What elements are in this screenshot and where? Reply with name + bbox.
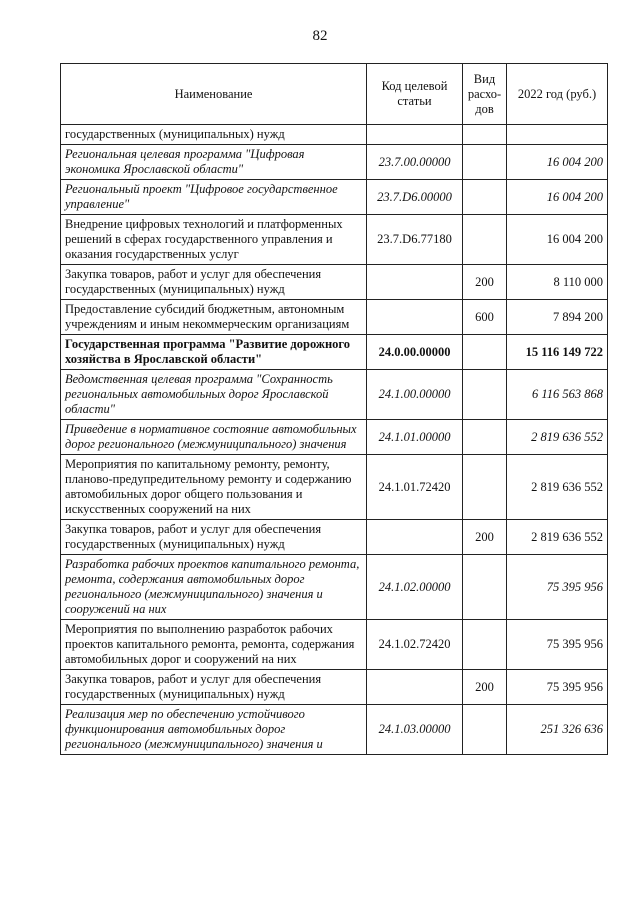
row-name: Региональный проект "Цифровое государственное управление" bbox=[61, 180, 367, 215]
row-name: Закупка товаров, работ и услуг для обеспечения государственных (муниципальных) нужд bbox=[61, 520, 367, 555]
table-row bbox=[61, 300, 608, 335]
row-type bbox=[463, 370, 507, 420]
row-code: 24.1.01.72420 bbox=[367, 455, 463, 520]
table-row bbox=[61, 370, 608, 420]
row-name: Закупка товаров, работ и услуг для обеспечения государственных (муниципальных) нужд bbox=[61, 265, 367, 300]
row-sum: 6 116 563 868 bbox=[507, 370, 608, 420]
row-name: Региональная целевая программа "Цифровая экономика Ярославской области" bbox=[61, 145, 367, 180]
row-type bbox=[463, 420, 507, 455]
row-sum: 7 894 200 bbox=[507, 300, 608, 335]
row-sum: 8 110 000 bbox=[507, 265, 608, 300]
table-row bbox=[61, 335, 608, 370]
row-code: 24.1.00.00000 bbox=[367, 370, 463, 420]
row-name: Мероприятия по капитальному ремонту, ремонту, планово-предупредительному ремонту и содержанию автомобильных дорог общего пользования и искусственных сооружений на них bbox=[61, 455, 367, 520]
table-row bbox=[61, 420, 608, 455]
row-code: 24.1.03.00000 bbox=[367, 705, 463, 755]
row-type bbox=[463, 620, 507, 670]
row-name: Государственная программа "Развитие дорожного хозяйства в Ярославской области" bbox=[61, 335, 367, 370]
table-row bbox=[61, 145, 608, 180]
row-type bbox=[463, 125, 507, 145]
row-sum: 75 395 956 bbox=[507, 670, 608, 705]
row-sum: 16 004 200 bbox=[507, 180, 608, 215]
row-type: 200 bbox=[463, 265, 507, 300]
row-sum: 75 395 956 bbox=[507, 555, 608, 620]
row-code bbox=[367, 125, 463, 145]
row-code bbox=[367, 265, 463, 300]
row-code: 23.7.D6.00000 bbox=[367, 180, 463, 215]
row-code: 24.1.01.00000 bbox=[367, 420, 463, 455]
table-row bbox=[61, 670, 608, 705]
row-name: Закупка товаров, работ и услуг для обеспечения государственных (муниципальных) нужд bbox=[61, 670, 367, 705]
row-type: 200 bbox=[463, 520, 507, 555]
row-sum bbox=[507, 125, 608, 145]
row-type bbox=[463, 145, 507, 180]
row-type bbox=[463, 215, 507, 265]
row-name: Реализация мер по обеспечению устойчивого функционирования автомобильных дорог регионального (межмуниципального) значения и bbox=[61, 705, 367, 755]
row-sum: 251 326 636 bbox=[507, 705, 608, 755]
row-type bbox=[463, 455, 507, 520]
row-code bbox=[367, 520, 463, 555]
row-name: Мероприятия по выполнению разработок рабочих проектов капитального ремонта, ремонта, содержания автомобильных дорог и сооружений на них bbox=[61, 620, 367, 670]
table-row bbox=[61, 455, 608, 520]
header-code: Код целевой статьи bbox=[367, 64, 463, 125]
row-code: 24.0.00.00000 bbox=[367, 335, 463, 370]
row-type: 200 bbox=[463, 670, 507, 705]
header-sum: 2022 год (руб.) bbox=[507, 64, 608, 125]
table-row bbox=[61, 125, 608, 145]
row-name: Разработка рабочих проектов капитального ремонта, ремонта, содержания автомобильных дорог регионального (межмуниципального) значения и сооружений на них bbox=[61, 555, 367, 620]
row-code: 24.1.02.00000 bbox=[367, 555, 463, 620]
row-sum: 2 819 636 552 bbox=[507, 455, 608, 520]
row-name: Внедрение цифровых технологий и платформенных решений в сферах государственного управления и оказания государственных услуг bbox=[61, 215, 367, 265]
table-row bbox=[61, 620, 608, 670]
row-sum: 75 395 956 bbox=[507, 620, 608, 670]
row-type bbox=[463, 180, 507, 215]
row-name: Предоставление субсидий бюджетным, автономным учреждениям и иным некоммерческим организациям bbox=[61, 300, 367, 335]
table-row bbox=[61, 555, 608, 620]
row-code bbox=[367, 300, 463, 335]
table-row bbox=[61, 520, 608, 555]
row-type: 600 bbox=[463, 300, 507, 335]
row-code: 23.7.D6.77180 bbox=[367, 215, 463, 265]
header-name: Наименование bbox=[61, 64, 367, 125]
table-row bbox=[61, 265, 608, 300]
table-row bbox=[61, 705, 608, 755]
row-code: 24.1.02.72420 bbox=[367, 620, 463, 670]
row-sum: 2 819 636 552 bbox=[507, 520, 608, 555]
row-type bbox=[463, 705, 507, 755]
row-name: Приведение в нормативное состояние автомобильных дорог регионального (межмуниципального) значения bbox=[61, 420, 367, 455]
page-number: 82 bbox=[312, 28, 328, 44]
table-row bbox=[61, 180, 608, 215]
table-header-row bbox=[61, 64, 608, 125]
row-sum: 16 004 200 bbox=[507, 145, 608, 180]
table-row bbox=[61, 215, 608, 265]
row-code bbox=[367, 670, 463, 705]
row-name: государственных (муниципальных) нужд bbox=[61, 125, 367, 145]
budget-table bbox=[60, 63, 608, 755]
row-sum: 2 819 636 552 bbox=[507, 420, 608, 455]
row-sum: 15 116 149 722 bbox=[507, 335, 608, 370]
header-type: Вид расхо-дов bbox=[463, 64, 507, 125]
row-name: Ведомственная целевая программа "Сохранность региональных автомобильных дорог Ярославской области" bbox=[61, 370, 367, 420]
row-type bbox=[463, 335, 507, 370]
row-type bbox=[463, 555, 507, 620]
row-code: 23.7.00.00000 bbox=[367, 145, 463, 180]
row-sum: 16 004 200 bbox=[507, 215, 608, 265]
